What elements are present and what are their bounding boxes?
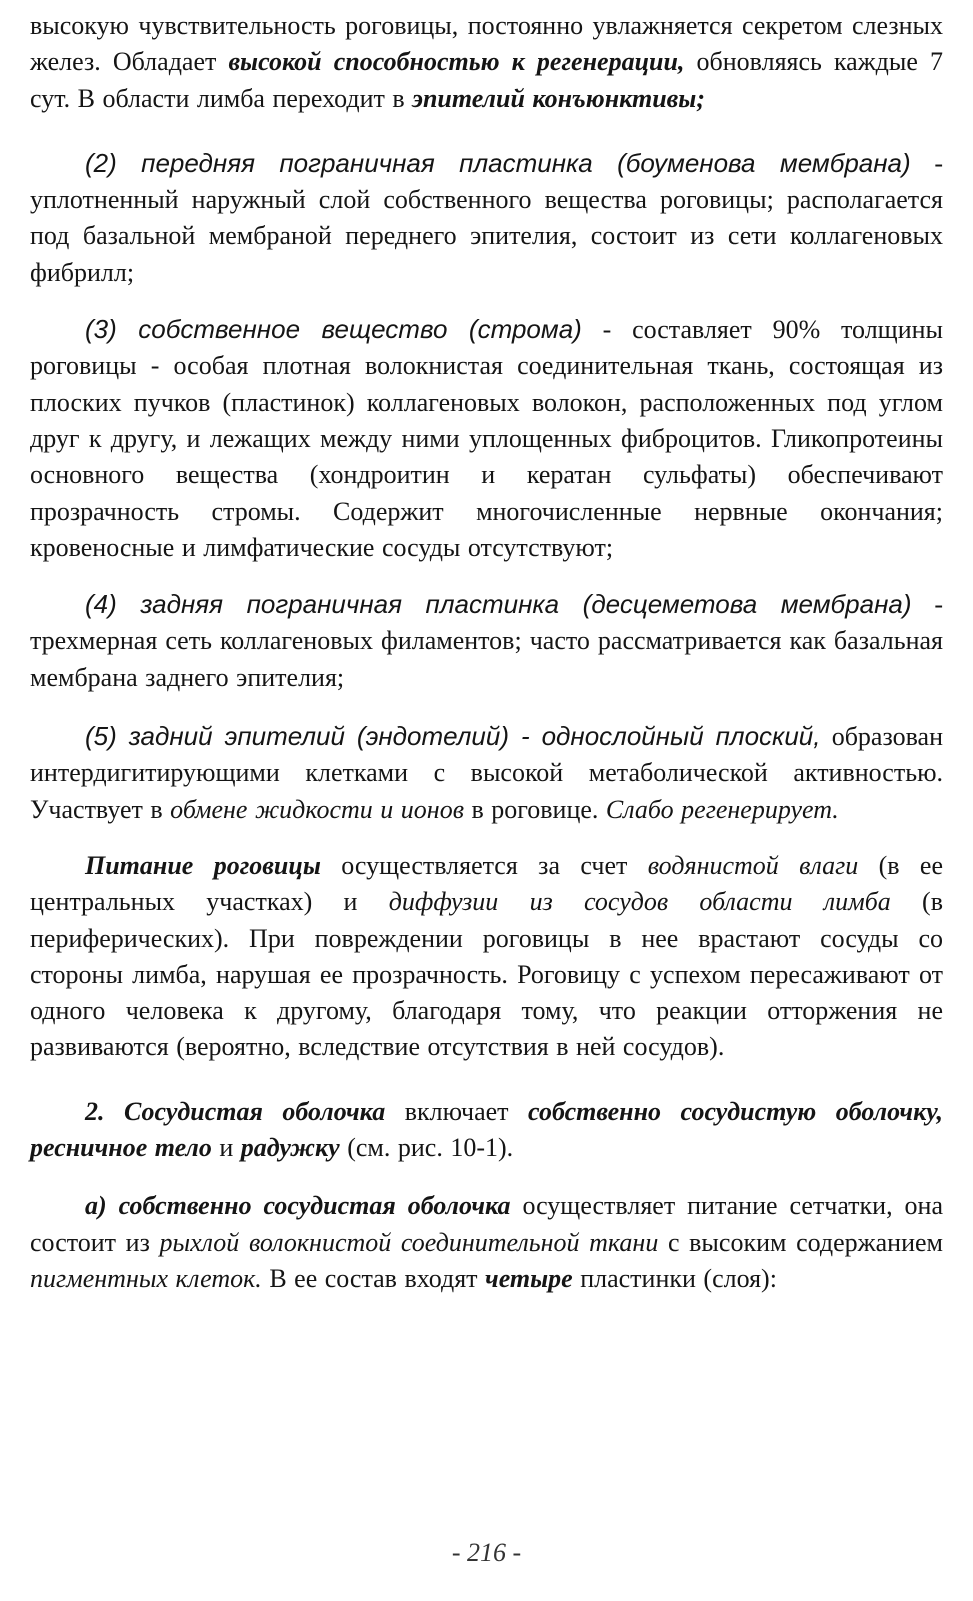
- text-run: и: [211, 1133, 241, 1163]
- text-run: - трехмерная сеть коллагеновых филаментов; часто рассматривается как базальная мембрана заднего эпителия;: [30, 590, 943, 692]
- item-heading: (5) задний эпителий (эндотелий): [85, 721, 509, 752]
- paragraph-choroid: [30, 1188, 943, 1297]
- text-run: высокую чувствительность роговицы, постоянно увлажняется секретом слезных желез. Обладает: [30, 11, 943, 77]
- emphasis-pigment-cells: пигментных клеток.: [30, 1263, 262, 1293]
- text-run: (см. рис. 10-1).: [339, 1133, 514, 1163]
- text-run: (в ее центральных участках) и: [30, 850, 944, 917]
- subsection-heading-choroid: а) собственно сосудистая оболочка: [85, 1191, 511, 1221]
- text-run: пластинки (слоя):: [572, 1263, 777, 1293]
- paragraph-bowman-membrane: [30, 145, 943, 291]
- emphasis-weak-regeneration: Слабо регенерирует.: [605, 794, 839, 824]
- term-choroid-ciliary-body: собственно сосудистую оболочку, ресничное тело: [30, 1096, 943, 1163]
- emphasis-aqueous-humor: водянистой влаги: [647, 850, 859, 880]
- paragraph-endothelium: [30, 718, 943, 828]
- text-run: осуществляет питание сетчатки, она состоит из: [30, 1191, 943, 1257]
- page-number: - 216 -: [451, 1538, 522, 1567]
- paragraph-descemet-membrane: [30, 586, 943, 696]
- text-run: включает: [385, 1096, 529, 1126]
- term-iris: радужку: [240, 1133, 340, 1163]
- text-run: осуществляется за счет: [320, 850, 648, 880]
- emphasis-conjunctiva: эпителий конъюнктивы;: [412, 83, 705, 113]
- paragraph-cornea-nutrition: [30, 848, 943, 1066]
- item-heading: (2) передняя пограничная пластинка (боуменова мембрана): [85, 147, 911, 178]
- section-heading-vascular-tunic: 2. Сосудистая оболочка: [85, 1096, 386, 1126]
- text-run: В ее состав входят: [261, 1263, 486, 1293]
- text-run: с высоким содержанием: [658, 1227, 943, 1257]
- text-run: в роговице.: [463, 794, 606, 824]
- text-run: - уплотненный наружный слой собственного вещества роговицы; располагается под базальной мембраной переднего эпителия, состоит из сети коллагеновых фибрилл;: [30, 148, 943, 287]
- emphasis-loose-tissue: рыхлой волокнистой соединительной ткани: [159, 1227, 659, 1257]
- emphasis-four: четыре: [485, 1263, 573, 1293]
- item-heading: (3) собственное вещество (строма): [85, 314, 582, 345]
- page-body: [30, 8, 943, 1297]
- term-cornea-nutrition: Питание роговицы: [85, 850, 321, 880]
- paragraph-cornea-epithelium-end: [30, 8, 943, 117]
- text-run: образован интердигитирующими клетками с высокой метаболической активностью. Участвует в: [30, 722, 943, 824]
- paragraph-stroma: [30, 311, 943, 566]
- emphasis-simple-squamous: - однослойный плоский,: [508, 721, 821, 752]
- item-heading: (4) задняя пограничная пластинка (десцеметова мембрана): [85, 589, 912, 620]
- paragraph-vascular-tunic: [30, 1094, 943, 1167]
- emphasis-regeneration: высокой способностью к регенерации,: [228, 47, 685, 77]
- text-run: обновляясь каждые 7 сут. В области лимба переходит в: [30, 47, 943, 113]
- text-run: (в периферических). При повреждении роговицы в нее врастают сосуды со стороны лимба, нарушая ее прозрачность. Роговицу с успехом пересаживают от одного человека к другому, благодаря тому, что реакции отторжения не развиваются (вероятно, вследствие отсутствия в ней сосудов).: [30, 887, 943, 1062]
- emphasis-fluid-exchange: обмене жидкости и ионов: [170, 794, 464, 824]
- text-run: - составляет 90% толщины роговицы - особая плотная волокнистая соединительная ткань, состоящая из плоских пучков (пластинок) коллагеновых волокон, расположенных под углом друг к другу, и лежащих между ними уплощенных фиброцитов. Гликопротеины основного вещества (хондроитин и кератан сульфаты) обеспечивают прозрачность стромы. Содержит многочисленные нервные окончания; кровеносные и лимфатические сосуды отсутствуют;: [30, 315, 943, 562]
- emphasis-limbus-diffusion: диффузии из сосудов области лимба: [388, 887, 891, 917]
